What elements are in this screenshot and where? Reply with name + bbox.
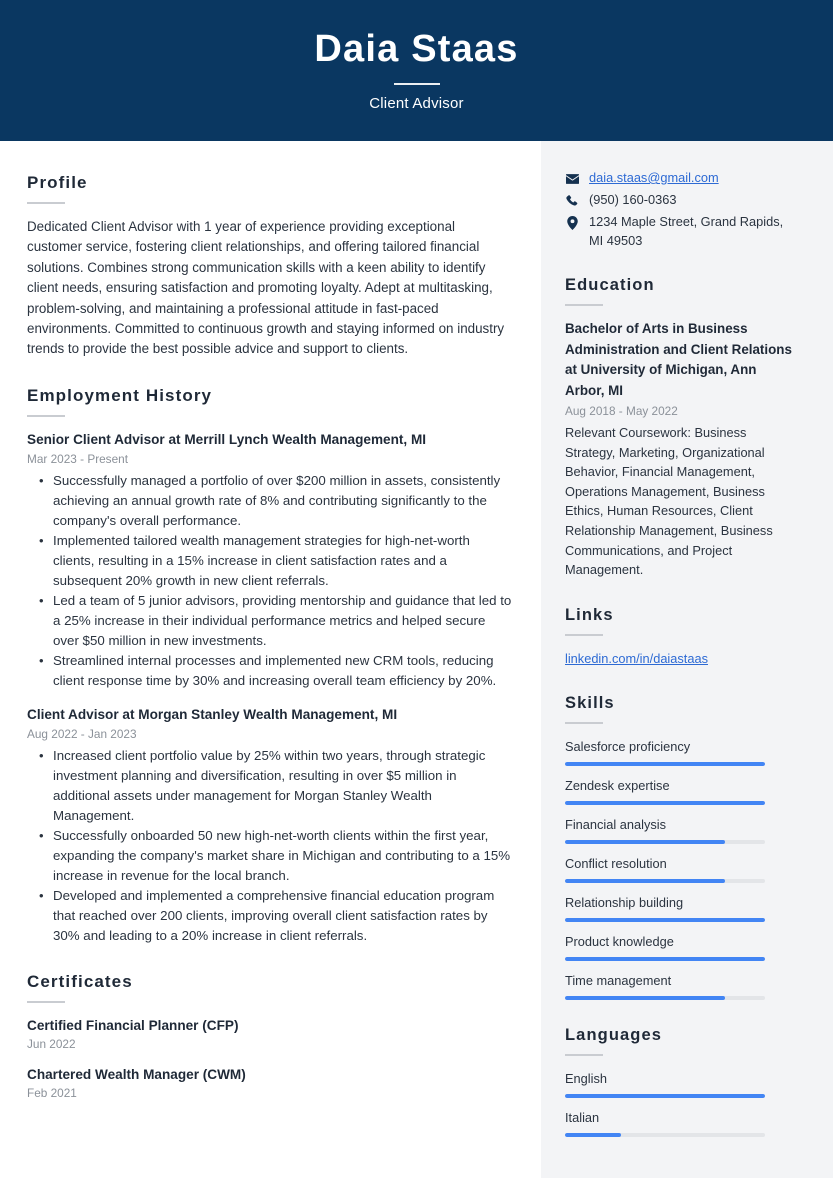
skill-label: Conflict resolution xyxy=(565,855,667,871)
skill-label: Relationship building xyxy=(565,894,684,910)
skill-bar-track xyxy=(565,957,765,961)
skill-label: Financial analysis xyxy=(565,816,667,832)
links-heading-rule xyxy=(565,634,603,636)
education-degree: Bachelor of Arts in Business Administration and Client Relations at University of Michigan, Ann Arbor, MI xyxy=(565,321,792,398)
skill-bar-track xyxy=(565,879,765,883)
section-education xyxy=(565,276,797,580)
certificate-entry xyxy=(27,1065,513,1100)
section-skills xyxy=(565,694,797,1000)
skill-item xyxy=(565,932,797,961)
job-date: Mar 2023 - Present xyxy=(27,451,128,466)
job-bullet: • Developed and implemented a comprehensive financial education program that reached over 200 clients, improving overall client satisfaction rates by 30% and leading to a 20% increase in client referrals. xyxy=(27,886,513,946)
header-divider xyxy=(394,83,440,85)
language-bar-fill xyxy=(565,1094,765,1098)
job-title: Client Advisor at Morgan Stanley Wealth Management, MI xyxy=(27,706,398,722)
skill-bar-fill xyxy=(565,918,765,922)
education-description: Relevant Coursework: Business Strategy, Marketing, Organizational Behavior, Financial Management, Operations Management, Business Ethics, Human Resources, Client Relationship Management, Business Communications, and Project Management. xyxy=(565,425,773,578)
skill-item xyxy=(565,776,797,805)
certificate-date: Feb 2021 xyxy=(27,1085,77,1100)
section-employment xyxy=(27,386,513,946)
profile-heading-rule xyxy=(27,202,65,204)
language-item xyxy=(565,1108,797,1137)
contact-block xyxy=(565,169,797,250)
skill-label: Zendesk expertise xyxy=(565,777,670,793)
skill-bar-fill xyxy=(565,801,765,805)
certificate-name: Certified Financial Planner (CFP) xyxy=(27,1017,239,1033)
languages-heading: Languages xyxy=(565,1025,663,1044)
skill-item xyxy=(565,737,797,766)
envelope-icon xyxy=(565,170,579,188)
skill-bar-track xyxy=(565,762,765,766)
phone-icon xyxy=(565,192,579,210)
section-links xyxy=(565,606,797,668)
job-bullets xyxy=(27,746,513,946)
resume-body xyxy=(0,141,833,1178)
certificates-heading: Certificates xyxy=(27,971,133,991)
section-profile xyxy=(27,173,513,360)
candidate-name: Daia Staas xyxy=(314,28,519,71)
job-date: Aug 2022 - Jan 2023 xyxy=(27,726,137,741)
contact-phone-row xyxy=(565,191,797,210)
skill-label: Product knowledge xyxy=(565,933,674,949)
language-item xyxy=(565,1069,797,1098)
section-languages xyxy=(565,1026,797,1137)
education-heading: Education xyxy=(565,276,655,294)
skill-bar-fill xyxy=(565,840,725,844)
contact-address-row xyxy=(565,213,797,250)
skills-heading: Skills xyxy=(565,693,615,712)
main-column xyxy=(0,141,541,1178)
language-bar-track xyxy=(565,1133,765,1137)
language-label: Italian xyxy=(565,1109,600,1125)
skill-bar-fill xyxy=(565,879,725,883)
skill-item xyxy=(565,971,797,1000)
employment-heading: Employment History xyxy=(27,385,213,405)
job-bullet: • Successfully managed a portfolio of over $200 million in assets, consistently achieving an annual growth rate of 8% and contributing significantly to the company's overall performance. xyxy=(27,471,513,531)
skill-bar-track xyxy=(565,918,765,922)
job-bullet: • Implemented tailored wealth management strategies for high-net-worth clients, resulting in a 15% increase in client satisfaction rates and a subsequent 20% growth in new client referrals. xyxy=(27,531,513,591)
profile-text: Dedicated Client Advisor with 1 year of experience providing exceptional customer service, fostering client relationships, and offering tailored financial solutions. Combines strong communication skills with a keen ability to identify client needs, ensuring satisfaction and promoting loyalty. Adept at multitasking, problem-solving, and maintaining a professional attitude in fast-paced environments. Committed to continuous growth and staying informed on industry trends to provide the best possible advice and support to clients. xyxy=(27,219,505,357)
skill-label: Time management xyxy=(565,972,672,988)
resume-header xyxy=(0,0,833,141)
profile-heading: Profile xyxy=(27,173,88,192)
certificates-heading-rule xyxy=(27,1001,65,1003)
skills-heading-rule xyxy=(565,722,603,724)
language-bar-fill xyxy=(565,1133,621,1137)
contact-phone-text: (950) 160-0363 xyxy=(589,192,677,207)
job-bullets xyxy=(27,471,513,691)
job-entry xyxy=(27,430,513,691)
certificate-entry xyxy=(27,1016,513,1051)
certificate-name: Chartered Wealth Manager (CWM) xyxy=(27,1066,246,1082)
language-bar-track xyxy=(565,1094,765,1098)
certificate-date: Jun 2022 xyxy=(27,1036,76,1051)
location-pin-icon xyxy=(565,214,579,232)
education-heading-rule xyxy=(565,304,603,306)
section-certificates xyxy=(27,972,513,1100)
skill-item xyxy=(565,854,797,883)
job-title: Senior Client Advisor at Merrill Lynch Wealth Management, MI xyxy=(27,431,427,447)
links-heading: Links xyxy=(565,605,614,624)
skill-item xyxy=(565,815,797,844)
job-bullet: • Streamlined internal processes and implemented new CRM tools, reducing client response time by 30% and increasing overall team efficiency by 20%. xyxy=(27,651,513,691)
employment-heading-rule xyxy=(27,415,65,417)
contact-address-text: 1234 Maple Street, Grand Rapids, MI 49503 xyxy=(589,214,784,248)
sidebar-column xyxy=(541,141,833,1178)
job-entry xyxy=(27,705,513,946)
education-date: Aug 2018 - May 2022 xyxy=(565,404,678,418)
languages-heading-rule xyxy=(565,1054,603,1056)
candidate-role: Client Advisor xyxy=(369,94,464,112)
skill-bar-fill xyxy=(565,762,765,766)
job-bullet: • Led a team of 5 junior advisors, providing mentorship and guidance that led to a 25% increase in their individual performance metrics and helped secure over $50 million in new investments. xyxy=(27,591,513,651)
skill-bar-fill xyxy=(565,957,765,961)
link-linkedin[interactable]: linkedin.com/in/daiastaas xyxy=(565,650,708,666)
skill-label: Salesforce proficiency xyxy=(565,738,691,754)
contact-email-link[interactable]: daia.staas@gmail.com xyxy=(589,170,719,185)
job-bullet: • Increased client portfolio value by 25% within two years, through strategic investment planning and diversification, resulting in over $5 million in additional assets under management for Morgan Stanley Wealth Management. xyxy=(27,746,513,826)
skill-bar-fill xyxy=(565,996,725,1000)
skill-item xyxy=(565,893,797,922)
skill-bar-track xyxy=(565,801,765,805)
contact-email-row xyxy=(565,169,797,188)
skill-bar-track xyxy=(565,996,765,1000)
skill-bar-track xyxy=(565,840,765,844)
language-label: English xyxy=(565,1070,607,1086)
job-bullet: • Successfully onboarded 50 new high-net-worth clients within the first year, expanding the company's market share in Michigan and contributing to a 15% increase in revenue for the local branch. xyxy=(27,826,513,886)
